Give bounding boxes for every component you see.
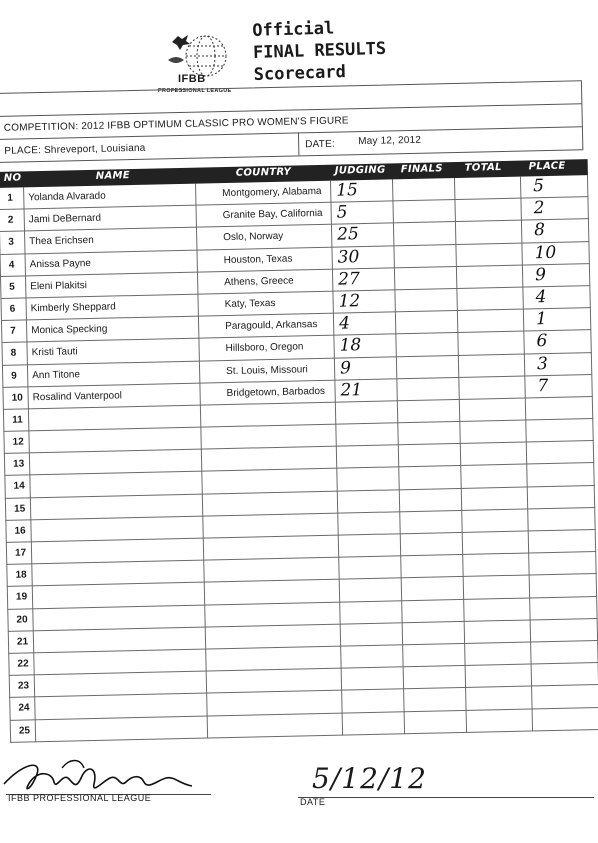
judging-score: 18 bbox=[339, 335, 362, 356]
row-number: 8 bbox=[10, 347, 17, 360]
date-value: May 12, 2012 bbox=[358, 134, 422, 148]
judging-score: 25 bbox=[336, 224, 360, 245]
competitor-country: Hillsboro, Oregon bbox=[225, 341, 304, 355]
judging-score: 30 bbox=[337, 246, 360, 268]
competitor-country: Montgomery, Alabama bbox=[222, 185, 322, 200]
competitor-country: St. Louis, Missouri bbox=[226, 363, 308, 377]
competitor-country: Oslo, Norway bbox=[223, 231, 284, 244]
row-number: 22 bbox=[17, 658, 29, 670]
judging-score: 9 bbox=[339, 357, 352, 379]
title-line-3: Scorecard bbox=[253, 62, 347, 85]
judging-score: 12 bbox=[338, 291, 361, 312]
date-label: DATE: bbox=[305, 138, 336, 151]
footer-date-label: DATE bbox=[300, 797, 326, 807]
final-place: 3 bbox=[536, 353, 549, 374]
row-number: 21 bbox=[16, 636, 29, 648]
final-place: 8 bbox=[533, 220, 546, 241]
final-place: 1 bbox=[535, 309, 548, 330]
row-number: 2 bbox=[7, 214, 14, 226]
row-number: 23 bbox=[17, 680, 30, 692]
header-place: PLACE bbox=[528, 160, 566, 173]
title-line-2: FINAL RESULTS bbox=[252, 38, 387, 63]
row-number: 7 bbox=[10, 325, 16, 337]
header-no: NO bbox=[3, 172, 22, 184]
row-number: 6 bbox=[9, 303, 16, 315]
competitor-country: Paragould, Arkansas bbox=[225, 319, 318, 333]
row-number: 3 bbox=[8, 237, 14, 249]
signature-label: IFBB PROFESSIONAL LEAGUE bbox=[8, 793, 152, 803]
row-number: 1 bbox=[7, 192, 13, 204]
competitor-name: Thea Erichsen bbox=[29, 235, 94, 248]
row-number: 11 bbox=[12, 414, 23, 426]
header-judging: JUDGING bbox=[334, 164, 386, 177]
scorecard-sheet bbox=[0, 80, 595, 753]
final-place: 9 bbox=[534, 264, 547, 286]
row-number: 13 bbox=[12, 458, 25, 470]
row-number: 9 bbox=[11, 370, 17, 382]
logo-text: IFBB bbox=[178, 73, 206, 85]
competitor-country: Athens, Greece bbox=[224, 275, 294, 288]
results-table bbox=[0, 159, 598, 742]
header-finals: FINALS bbox=[400, 163, 443, 176]
competitor-name: Anissa Payne bbox=[29, 257, 92, 270]
competitor-name: Eleni Plakitsi bbox=[30, 279, 88, 293]
final-place: 4 bbox=[535, 286, 547, 308]
competitor-name: Kristi Tauti bbox=[31, 346, 78, 359]
date-line bbox=[298, 797, 594, 798]
header-country: COUNTRY bbox=[235, 166, 292, 179]
title-line-1: Official bbox=[252, 18, 335, 41]
row-number: 17 bbox=[14, 547, 27, 559]
competitor-name: Jami DeBernard bbox=[28, 212, 102, 226]
row-number: 18 bbox=[15, 569, 27, 581]
final-place: 6 bbox=[536, 331, 548, 352]
row-number: 12 bbox=[12, 436, 24, 448]
header-total: TOTAL bbox=[464, 161, 502, 174]
row-number: 19 bbox=[15, 591, 28, 604]
row-number: 16 bbox=[14, 525, 26, 537]
competition-name: COMPETITION: 2012 IFBB OPTIMUM CLASSIC PRO WOMEN'S FIGURE bbox=[3, 115, 349, 134]
row-number: 25 bbox=[18, 724, 31, 737]
judging-score: 27 bbox=[337, 268, 360, 290]
row-number: 4 bbox=[8, 259, 15, 271]
row-number: 10 bbox=[11, 392, 23, 404]
table-body bbox=[0, 175, 598, 742]
row-number: 5 bbox=[9, 281, 15, 293]
final-place: 2 bbox=[533, 198, 545, 219]
competitor-country: Granite Bay, California bbox=[222, 208, 323, 222]
competition-info-box bbox=[0, 80, 583, 163]
judging-score: 21 bbox=[340, 379, 363, 401]
competitor-name: Rosalind Vanterpool bbox=[32, 390, 123, 403]
row-number: 20 bbox=[16, 613, 28, 626]
row-number: 14 bbox=[13, 480, 25, 493]
judging-score: 15 bbox=[335, 180, 359, 201]
competitor-name: Monica Specking bbox=[31, 323, 108, 337]
competitor-name: Ann Titone bbox=[32, 368, 81, 381]
competitor-name: Kimberly Sheppard bbox=[30, 301, 116, 315]
final-place: 10 bbox=[534, 242, 557, 263]
judging-score: 5 bbox=[336, 202, 348, 223]
competitor-country: Houston, Texas bbox=[223, 253, 293, 266]
competitor-name: Yolanda Alvarado bbox=[28, 190, 106, 204]
judging-score: 4 bbox=[338, 313, 351, 334]
competition-place: PLACE: Shreveport, Louisiana bbox=[4, 142, 146, 157]
row-number: 24 bbox=[18, 702, 30, 714]
competitor-country: Bridgetown, Barbados bbox=[226, 385, 326, 399]
handwritten-date: 5/12/12 bbox=[312, 762, 427, 795]
logo-subtext: PROFESSIONAL LEAGUE bbox=[158, 88, 232, 94]
header-name: NAME bbox=[95, 170, 131, 182]
row-number: 15 bbox=[13, 503, 26, 515]
ifbb-globe-logo bbox=[158, 30, 248, 96]
final-place: 5 bbox=[532, 176, 545, 197]
final-place: 7 bbox=[537, 375, 549, 396]
scorecard-title bbox=[252, 16, 387, 86]
competitor-country: Katy, Texas bbox=[224, 297, 276, 310]
